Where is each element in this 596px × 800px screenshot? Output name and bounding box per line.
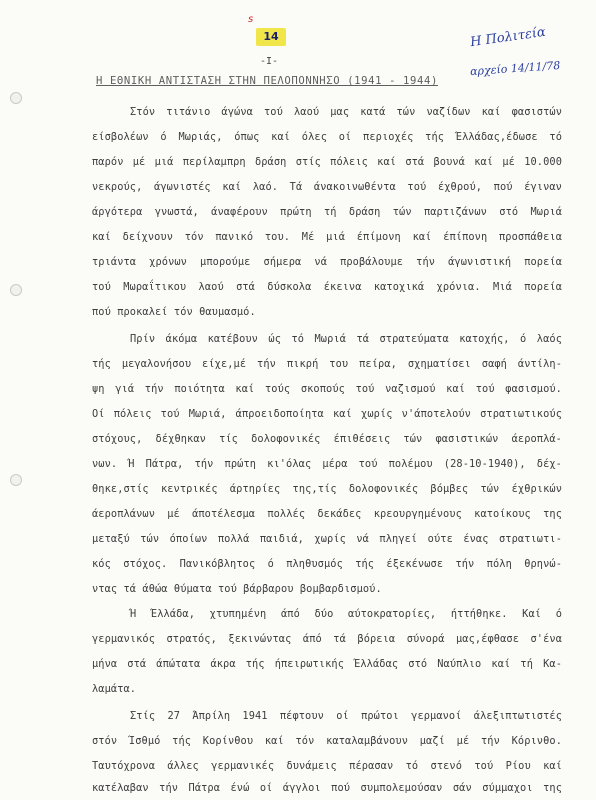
text-line: Στίς 27 Άπρίλη 1941 πέφτουν οί πρώτοι γερμανοί άλεξιπτωτιστές	[130, 710, 562, 722]
text-line: μεταξύ τών όποίων πολλά παιδιά, χωρίς νά πληγεί ούτε ένας στρατιωτι-	[92, 533, 562, 545]
text-line: Πρίν άκόμα κατέβουν ώς τό Μωριά τά στρατεύματα κατοχής, ό λαός	[130, 333, 562, 345]
text-line: τής μεγαλονήσου είχε,μέ τήν πικρή του πείρα, σχηματίσει σαφή άντίλη-	[92, 358, 562, 370]
page-number: -I-	[260, 56, 279, 67]
text-line: Στόν τιτάνιο άγώνα τού λαού μας κατά τών ναζίδων καί φασιστών	[130, 106, 562, 118]
document-heading: Η ΕΘΝΙΚΗ ΑΝΤΙΣΤΑΣΗ ΣΤΗΝ ΠΕΛΟΠΟΝΝΗΣΟ (1941 - 1944)	[96, 75, 438, 87]
text-line: Ή Έλλάδα, χτυπημένη άπό δύο αύτοκρατορίες, ήττήθηκε. Καί ό	[130, 608, 562, 620]
text-line: παρόν μέ μιά περίλαμπρη δράση στίς πόλεις καί στά βουνά καί μέ 10.000	[92, 156, 562, 168]
text-line: πού προκαλεί τόν θαυμασμό.	[92, 306, 256, 318]
text-line: καί δείχνουν τόν πανικό του. Μέ μιά έπίμονη καί έπίπονη προσπάθεια	[92, 231, 562, 243]
text-line: λαμάτα.	[92, 683, 137, 695]
binder-hole-middle	[10, 284, 22, 296]
text-line: τού Μωραΐτικου λαού στά δύσκολα έκεινα κατοχικά χρόνια. Μιά πορεία	[92, 281, 562, 293]
text-line: είσβολέων ό Μωριάς, όπως καί όλες οί περιοχές τής Έλλάδας,έδωσε τό	[92, 131, 562, 143]
text-line: κός στόχος. Πανικόβλητος ό πληθυσμός τής έξεκένωσε τήν πόλη θρηνώ-	[92, 558, 562, 570]
text-line: Οί πόλεις τού Μωριά, άπροειδοποίητα καί χωρίς ν'άποτελούν στρατιωτικούς	[92, 408, 562, 420]
text-line: θηκε,στίς κεντρικές άρτηρίες της,τίς δολοφονικές βόμβες τών έχθρικών	[92, 483, 562, 495]
text-line: ψη γιά τήν ποιότητα καί τούς σκοπούς τού ναζισμού καί τού φασισμού.	[92, 383, 562, 395]
text-line: στόν Ίσθμό τής Κορίνθου καί τόν καταλαμβάνουν μαζί μέ τήν Κόρινθο.	[92, 735, 562, 747]
text-line: άργότερα γνωστά, άναφέρουν πρώτη τή δράση τών παρτιζάνων στό Μωριά	[92, 206, 562, 218]
stamp-mark: s	[248, 14, 254, 25]
text-line: νεκρούς, άγωνιστές καί λαό. Τά άνακοινωθέντα τού έχθρού, πού έγιναν	[92, 181, 562, 193]
text-line: τριάντα χρόνων μπορούμε σήμερα νά προβάλουμε τήν άγωνιστική πορεία	[92, 256, 562, 268]
text-line: Ταυτόχρονα άλλες γερμανικές δυνάμεις πέρασαν τό στενό τού Ρίου καί	[92, 760, 562, 772]
binder-hole-lower	[10, 474, 22, 486]
text-line: νων. Ή Πάτρα, τήν πρώτη κι'όλας μέρα τού πολέμου (28-10-1940), δέχ-	[92, 458, 562, 470]
text-line: ντας τά άθώα θύματα τού βάρβαρου βομβαρδισμού.	[92, 583, 382, 595]
handwritten-date: αρχείο 14/11/78	[469, 58, 561, 79]
binder-hole-top	[10, 92, 22, 104]
text-line: στόχους, δέχθηκαν τίς δολοφονικές έπιθέσεις τών φασιστικών άεροπλά-	[92, 433, 562, 445]
text-line: γερμανικός στρατός, ξεκινώντας άπό τά βόρεια σύνορά μας,έφθασε σ'ένα	[92, 633, 562, 645]
page-stamp: 14	[256, 28, 286, 46]
text-line: άεροπλάνων μέ άποτέλεσμα πολλές δεκάδες κρεουργημένους κατοίκους της	[92, 508, 562, 520]
text-line: μήνα στά άπώτατα άκρα τής ήπειρωτικής Έλλάδας στό Ναύπλιο καί τή Κα-	[92, 658, 562, 670]
text-line: κατέλαβαν τήν Πάτρα ένώ οί άγγλοι πού συμπολεμούσαν σάν σύμμαχοι της	[92, 782, 562, 794]
handwritten-title: Η Πολιτεία	[469, 24, 547, 51]
